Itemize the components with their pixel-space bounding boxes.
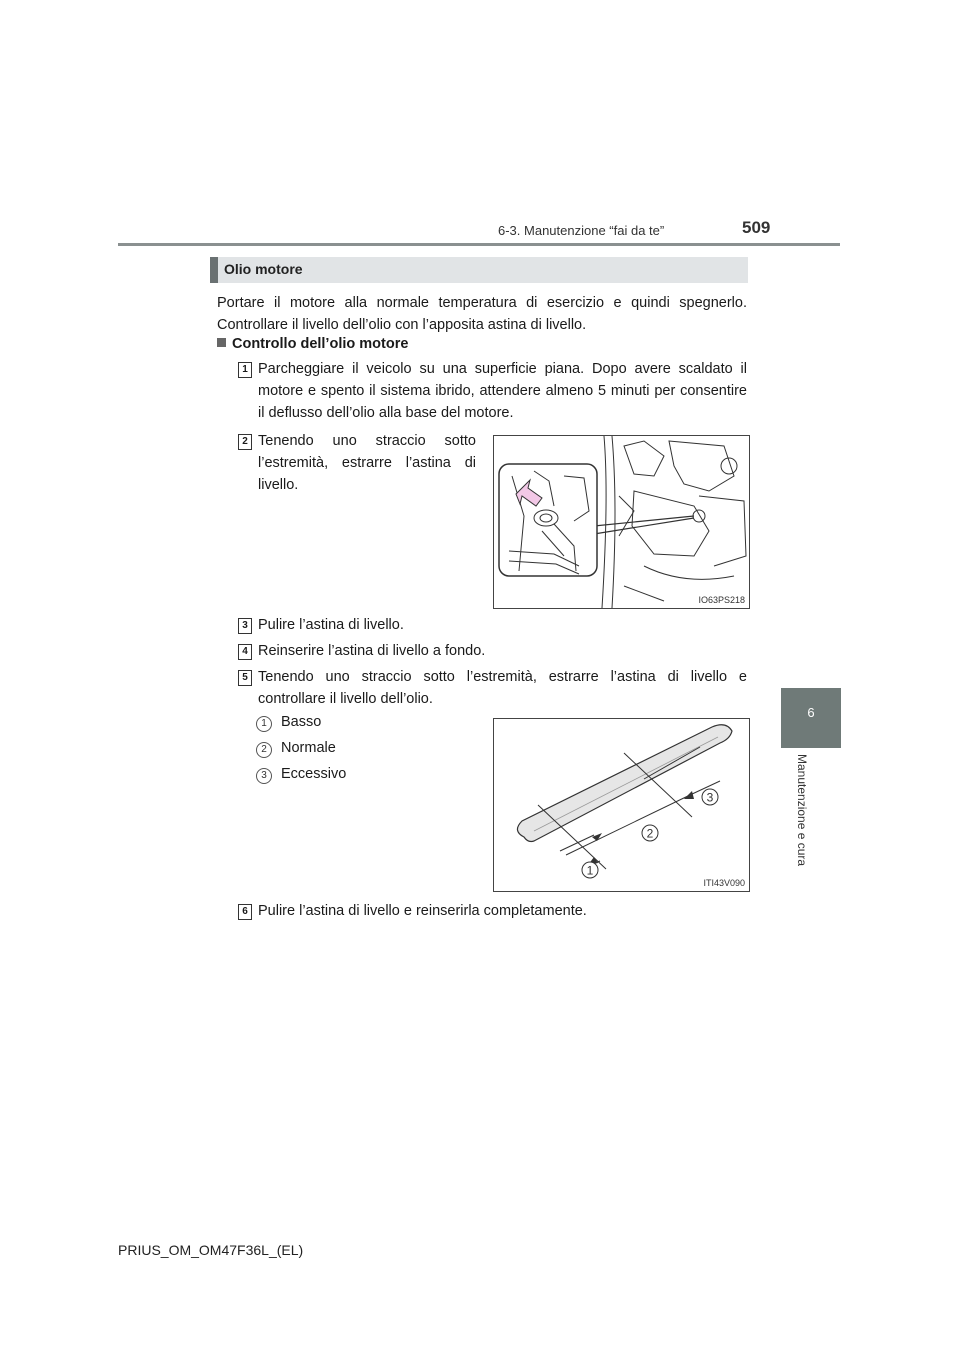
legend-number-1: 1 (256, 716, 272, 732)
section-marker (210, 257, 218, 283)
intro-paragraph: Portare il motore alla normale temperatura di esercizio e quindi spegnerlo. Controllare il livello dell’olio con l’apposita astina di livello. (217, 295, 747, 333)
legend-number-2: 2 (256, 742, 272, 758)
legend-label-low: Basso (281, 714, 322, 730)
document-footer: PRIUS_OM_OM47F36L_(EL) (118, 1242, 304, 1258)
engine-bay-figure (493, 435, 750, 609)
callout-3: 3 (706, 790, 714, 805)
step-6-text: Pulire l’astina di livello e reinserirla completamente. (258, 903, 587, 919)
step-3-text: Pulire l’astina di livello. (258, 617, 404, 633)
square-bullet-icon (217, 338, 226, 347)
step-5-text: Tenendo uno straccio sotto l’estremità, estrarre l’astina di livello e controllare il livello dell’olio. (258, 669, 747, 707)
engine-bay-illustration (494, 436, 749, 608)
chapter-tab-label: Manutenzione e cura (795, 754, 809, 867)
callout-1: 1 (586, 863, 594, 878)
step-number-2: 2 (238, 434, 252, 450)
dipstick-illustration (494, 719, 749, 891)
subheading-text: Controllo dell’olio motore (232, 336, 409, 352)
running-header-section: 6-3. Manutenzione “fai da te” (498, 223, 665, 238)
legend-number-3: 3 (256, 768, 272, 784)
chapter-tab-number: 6 (781, 688, 841, 748)
step-number-1: 1 (238, 362, 252, 378)
legend-label-normal: Normale (281, 740, 336, 756)
subheading (217, 336, 408, 352)
step-number-6: 6 (238, 904, 252, 920)
callout-2: 2 (646, 826, 654, 841)
step-number-3: 3 (238, 618, 252, 634)
page-number: 509 (742, 218, 771, 237)
legend-label-excessive: Eccessivo (281, 766, 347, 782)
step-1-text: Parcheggiare il veicolo su una superficie piana. Dopo avere scaldato il motore e spento il sistema ibrido, attendere almeno 5 minuti per consentire il deflusso dell’olio alla base del motore. (258, 361, 747, 421)
figure-code: ITI43V090 (703, 878, 745, 888)
section-header (210, 257, 748, 283)
step-number-5: 5 (238, 670, 252, 686)
header-rule (118, 243, 840, 246)
section-title: Olio motore (224, 261, 303, 277)
step-number-4: 4 (238, 644, 252, 660)
figure-code: IO63PS218 (698, 595, 745, 605)
step-4-text: Reinserire l’astina di livello a fondo. (258, 643, 486, 659)
dipstick-figure (493, 718, 750, 892)
step-2-text: Tenendo uno straccio sotto l’estremità, estrarre l’astina di livello. (258, 433, 476, 493)
